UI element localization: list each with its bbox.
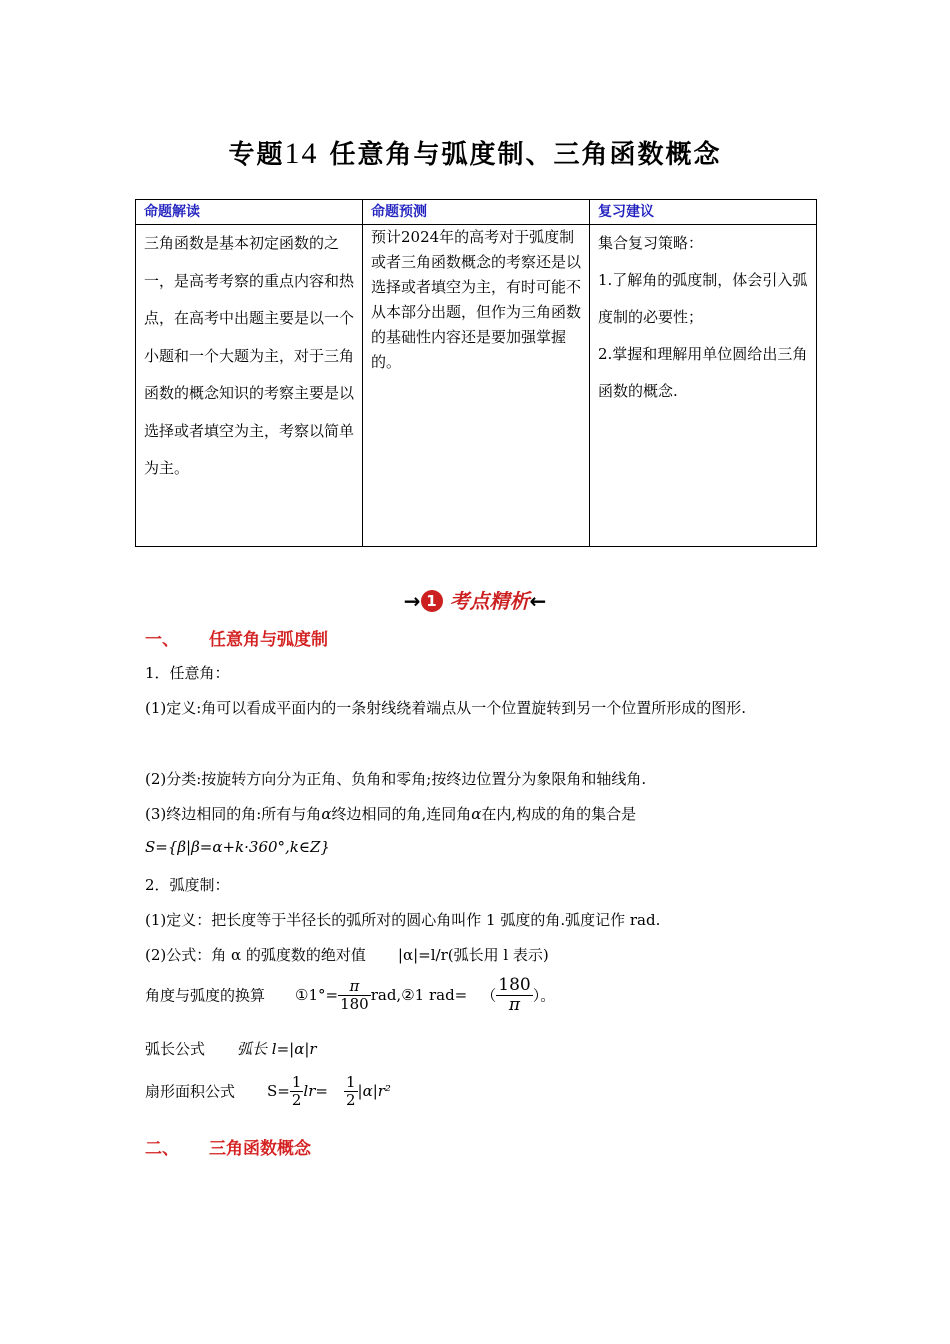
heading-text: 三角函数概念 — [209, 1139, 311, 1159]
area-label: 扇形面积公式 — [145, 1082, 236, 1101]
title-text: 任意角与弧度制、三角函数概念 — [329, 140, 722, 170]
numerator: 180 — [498, 975, 531, 995]
heading-text: 任意角与弧度制 — [209, 630, 328, 650]
classification-line: (2)分类:按旋转方向分为正角、负角和零角;按终边位置分为象限角和轴线角. — [145, 770, 647, 788]
conversion-label: 角度与弧度的换算 — [145, 986, 266, 1005]
heading-part1 — [145, 625, 328, 650]
header-suggestion: 复习建议 — [590, 200, 817, 225]
numerator: π — [338, 978, 371, 996]
text-run: (2)公式：角 α 的弧度数的绝对值 — [145, 946, 366, 964]
denominator: 180 — [340, 994, 369, 1013]
text-run: rad,②1 rad= — [370, 986, 468, 1005]
paren-open: （ — [481, 986, 497, 1005]
denominator: π — [508, 994, 521, 1015]
numerator: 1 — [291, 1073, 302, 1091]
page-title — [0, 134, 950, 171]
text-run: (3)终边相同的角:所有与角 — [145, 805, 322, 823]
radian-formula-line — [145, 944, 549, 965]
section-header — [0, 585, 950, 614]
header-prediction: 命题预测 — [363, 200, 590, 225]
header-interpretation: 命题解读 — [136, 200, 363, 225]
title-prefix: 专题 — [228, 140, 285, 170]
suggestion-cell — [590, 225, 817, 547]
title-number: 14 — [284, 137, 319, 170]
formula-text: |α|=l/r(弧长用 l 表示) — [397, 946, 549, 964]
heading-number: 二、 — [145, 1139, 179, 1159]
suggestion-line: 2.掌握和理解用单位圆给出三角函数的概念. — [598, 345, 808, 400]
180-over-pi-fraction — [496, 976, 532, 1014]
overview-table — [135, 199, 817, 547]
numerator: 1 — [345, 1073, 356, 1091]
arc-formula: 弧长 l=|α|r — [237, 1040, 317, 1058]
half-fraction — [290, 1074, 304, 1108]
suggestion-line: 1.了解角的弧度制，体会引入弧度制的必要性； — [598, 271, 808, 326]
radian-definition: (1)定义：把长度等于半径长的弧所对的圆心角叫作 1 弧度的角.弧度记作 rad. — [145, 911, 661, 929]
text-run: lr= — [303, 1082, 328, 1100]
denominator: 2 — [345, 1090, 356, 1109]
alpha-symbol: α — [471, 805, 482, 823]
prediction-cell: 预计2024年的高考对于弧度制或者三角函数概念的考察还是以选择或者填空为主，有时可能不从本部分出题，但作为三角函数的基础性内容还是要加强掌握的。 — [363, 225, 590, 547]
text-run: ①1°= — [295, 986, 339, 1005]
suggestion-line: 集合复习策略： — [598, 234, 704, 252]
denominator: 2 — [291, 1090, 302, 1109]
arc-label: 弧长公式 — [145, 1040, 206, 1058]
text-run: |α|r² — [357, 1082, 391, 1100]
text-run: S= — [267, 1082, 290, 1100]
set-formula: S={β|β=α+k·360°,k∈Z} — [145, 838, 330, 856]
arrow-left-icon: ← — [529, 589, 547, 613]
arc-length-line — [145, 1038, 317, 1059]
alpha-symbol: α — [321, 805, 332, 823]
coterminal-line — [145, 803, 636, 824]
number-badge: 1 — [421, 590, 443, 612]
heading-number: 一、 — [145, 630, 179, 650]
paren-close: ）。 — [532, 986, 556, 1005]
text-run: 在内,构成的角的集合是 — [481, 805, 637, 823]
text-run: 终边相同的角,连同角 — [331, 805, 472, 823]
subheading-radian: 2．弧度制： — [145, 876, 230, 894]
pi-over-180-fraction — [338, 978, 371, 1012]
table-body-row — [136, 225, 817, 547]
half-fraction — [344, 1074, 358, 1108]
heading-part2 — [145, 1134, 311, 1159]
table-header-row — [136, 200, 817, 225]
conversion-line — [145, 976, 555, 1014]
section-label: 考点精析 — [449, 589, 530, 613]
arrow-right-icon: → — [403, 589, 421, 613]
interpretation-cell: 三角函数是基本初定函数的之一，是高考考察的重点内容和热点，在高考中出题主要是以一个小题和一个大题为主，对于三角函数的概念知识的考察主要是以选择或者填空为主，考察以简单为主。 — [136, 225, 363, 547]
definition-line: (1)定义:角可以看成平面内的一条射线绕着端点从一个位置旋转到另一个位置所形成的图形. — [145, 699, 747, 717]
sector-area-line — [145, 1074, 391, 1108]
subheading-any-angle: 1．任意角： — [145, 664, 230, 682]
